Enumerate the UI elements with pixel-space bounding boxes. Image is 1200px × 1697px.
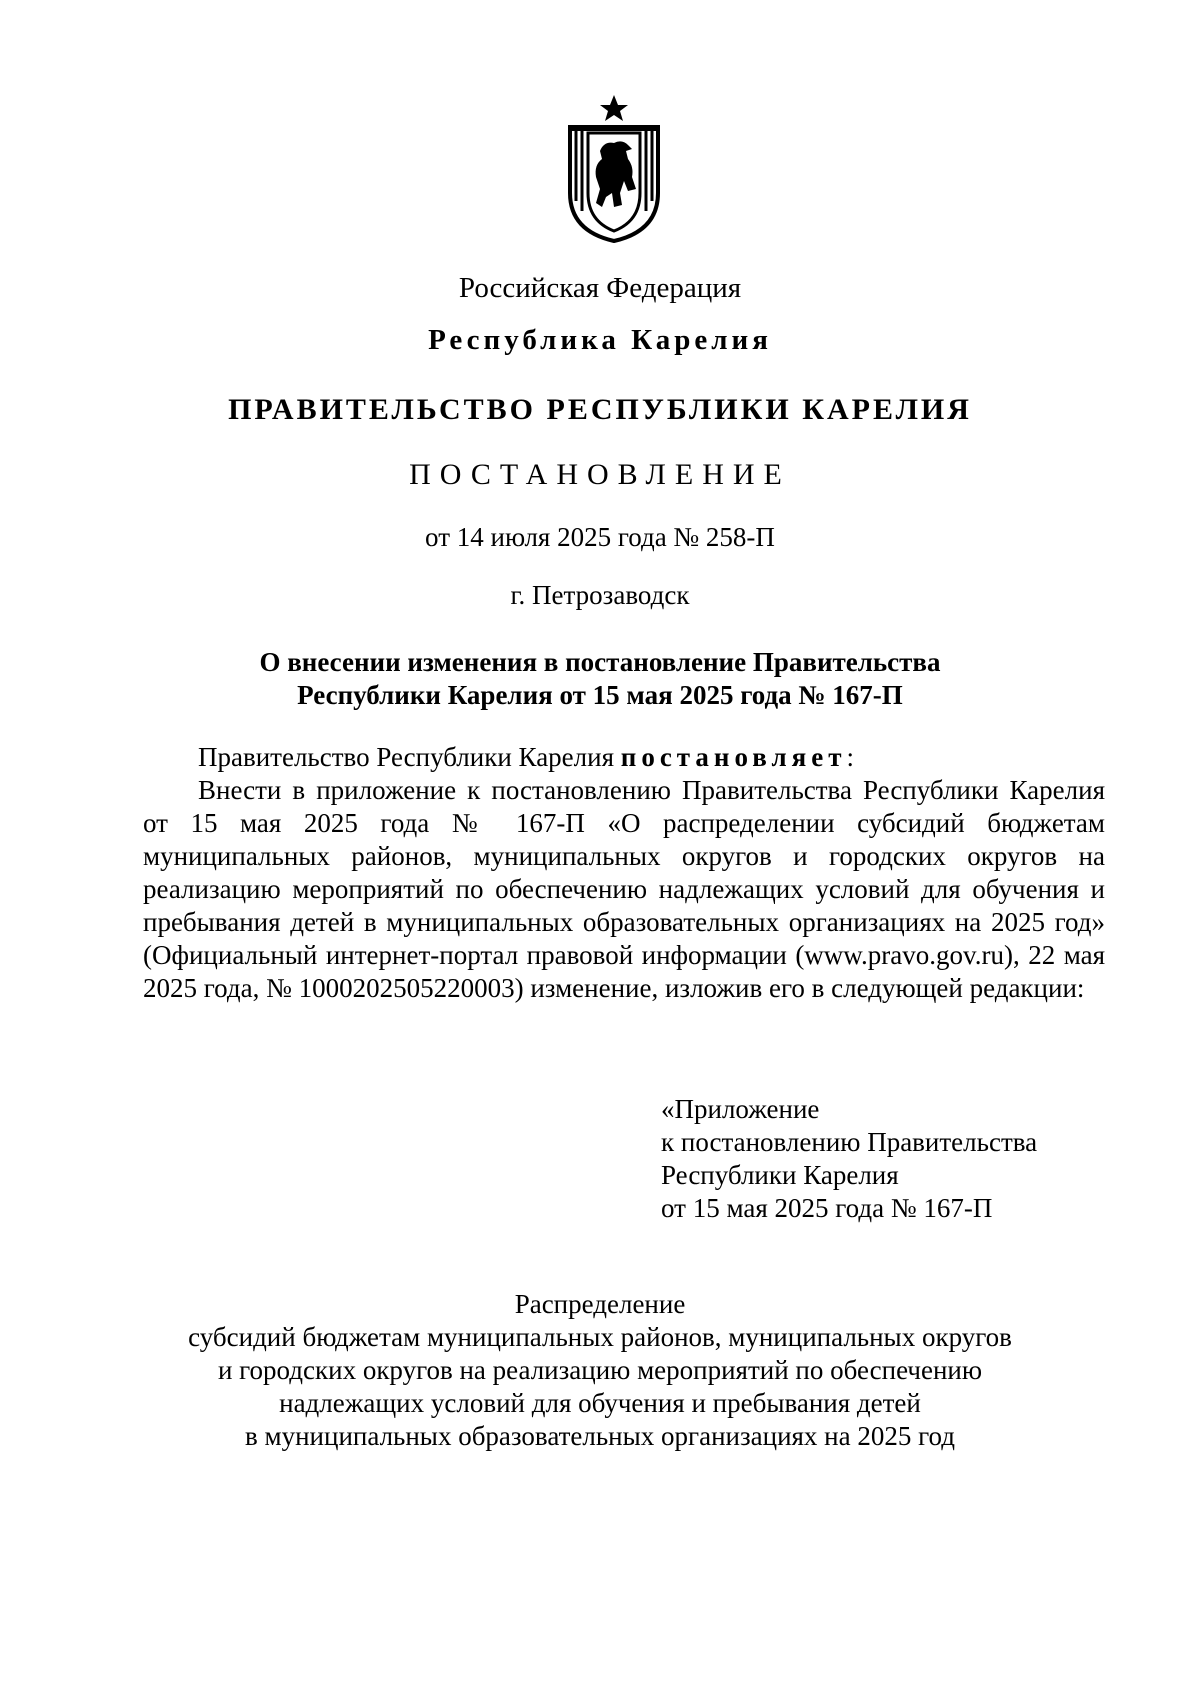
decree-subject — [0, 646, 1200, 712]
intro-prefix: Правительство Республики Карелия — [198, 742, 621, 772]
decree-body — [143, 741, 1105, 1005]
karelia-coat-of-arms-icon — [562, 93, 666, 243]
appendix-line: к постановлению Правительства — [661, 1127, 1038, 1157]
distribution-title-line: и городских округов на реализацию мероприятий по обеспечению — [217, 1355, 983, 1385]
distribution-title-line: Распределение — [514, 1289, 686, 1319]
distribution-title-line: в муниципальных образовательных организациях на 2025 год — [245, 1421, 955, 1451]
decree-city: г. Петрозаводск — [510, 580, 690, 610]
government-name: ПРАВИТЕЛЬСТВО РЕСПУБЛИКИ КАРЕЛИЯ — [228, 393, 972, 426]
country-name: Российская Федерация — [458, 272, 742, 304]
document-type: ПОСТАНОВЛЕНИЕ — [409, 458, 791, 491]
distribution-title-line: надлежащих условий для обучения и пребывания детей — [279, 1388, 921, 1418]
intro-paragraph — [143, 741, 1105, 774]
appendix-line: «Приложение — [661, 1094, 820, 1124]
main-paragraph: Внести в приложение к постановлению Правительства Республики Карелия от 15 мая 2025 года № 167-П «О распределении субсидий бюджетам муниципальных районов, муниципальных округов и городских округов на реализацию мероприятий по обеспечению надлежащих условий для обучения и пребывания детей в муниципальных образовательных организациях на 2025 год» (Официальный интернет-портал правовой информации (www.pravo.gov.ru), 22 мая 2025 года, № 1000202505220003) изменение, изложив его в следующей редакции: — [143, 775, 1105, 1003]
distribution-title — [0, 1288, 1200, 1453]
intro-suffix: : — [846, 742, 855, 772]
subject-line: О внесении изменения в постановление Правительства — [259, 647, 941, 677]
decree-date-number: от 14 июля 2025 года № 258-П — [425, 522, 775, 552]
appendix-line: от 15 мая 2025 года № 167-П — [661, 1193, 993, 1223]
intro-keyword: постановляет — [620, 742, 847, 772]
subject-line: Республики Карелия от 15 мая 2025 года № 167-П — [297, 680, 903, 710]
republic-name: Республика Карелия — [428, 324, 772, 356]
appendix-header — [661, 1093, 1037, 1225]
appendix-line: Республики Карелия — [661, 1160, 899, 1190]
distribution-title-line: субсидий бюджетам муниципальных районов, муниципальных округов — [188, 1322, 1012, 1352]
